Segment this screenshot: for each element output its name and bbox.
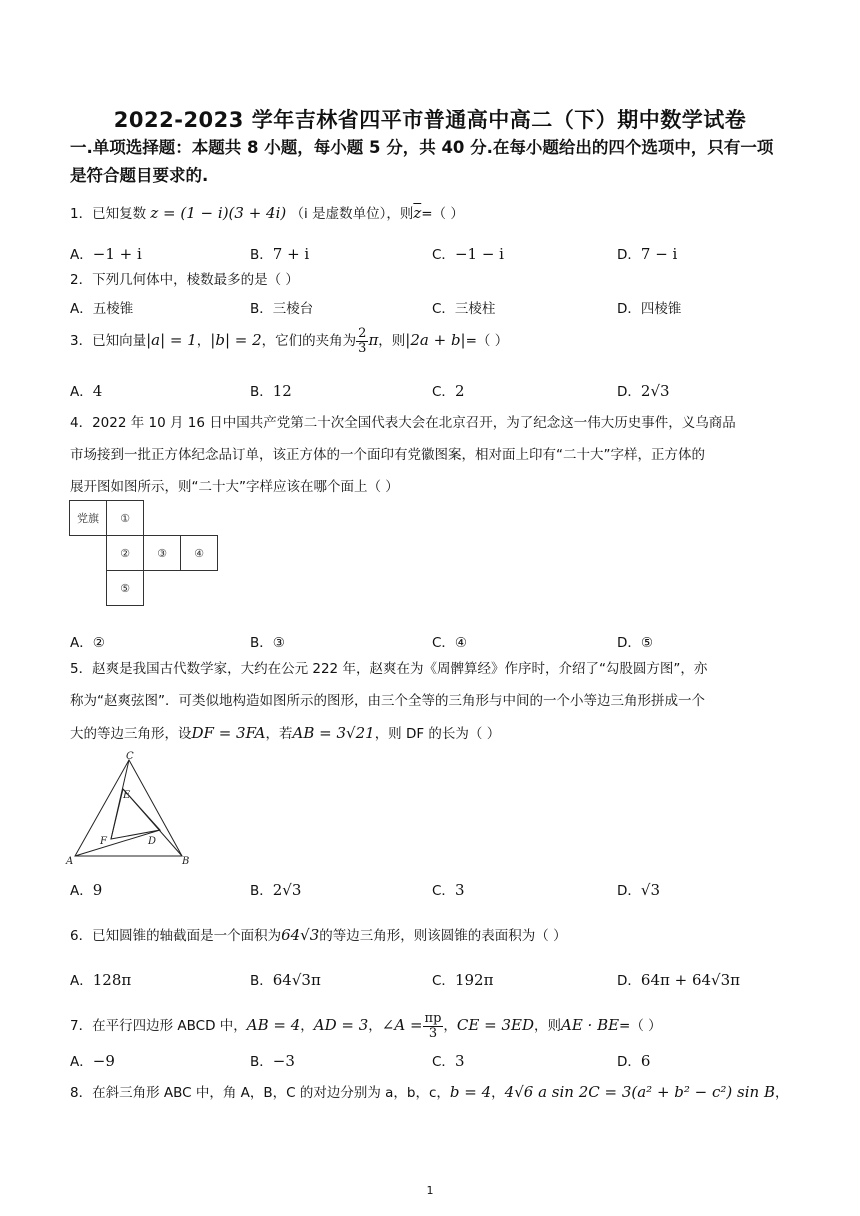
q1-option-c-label: C． — [432, 247, 455, 263]
q7-option-d-label: D． — [617, 1054, 641, 1070]
q6-option-d[interactable] — [617, 969, 740, 989]
q7-option-a[interactable] — [70, 1050, 115, 1070]
question-3: 3．已知向量|a| = 1，|b| = 2，它们的夹角为 $\frac{2}{3}$ π，则|2a + b|=（ ） — [70, 325, 509, 356]
q1-option-b[interactable] — [250, 243, 309, 263]
net-cell-1: ① — [106, 500, 144, 536]
document-title: 2022-2023 学年吉林省四平市普通高中高二（下）期中数学试卷 — [113, 108, 747, 132]
q3-frac-num: 2 — [358, 325, 367, 341]
question-8: 8．在斜三角形 ABC 中，角 A，B，C 的对边分别为 a，b，c，b = 4，4√6 a sin 2C = 3(a² + b² − c²) sin B， — [70, 1083, 789, 1101]
q6-option-b[interactable] — [250, 969, 321, 989]
q4-option-b[interactable]: B．③ — [250, 635, 285, 651]
q8-post: ， — [775, 1085, 789, 1101]
q4-option-d[interactable]: D．⑤ — [617, 635, 653, 651]
q2-option-b[interactable]: B．三棱台 — [250, 301, 314, 317]
q1-option-d[interactable] — [617, 243, 677, 263]
figure-label-a: A — [66, 856, 74, 867]
section-1-heading — [70, 134, 800, 190]
question-2: 2．下列几何体中，棱数最多的是（ ） — [70, 272, 299, 288]
q4-line-2: 市场接到一批正方体纪念品订单，该正方体的一个面印有党徽图案，相对面上印有“二十大”字样，正方体的 — [70, 447, 705, 463]
q1-option-a-value: −1 + i — [92, 245, 142, 263]
q5-line-2: 称为“赵爽弦图”．可类似地构造如图所示的图形，由三个全等的三角形与中间的一个小等边三角形拼成一个 — [70, 693, 705, 709]
q7-ad: AD = 3 — [313, 1016, 369, 1034]
q5-option-c-value: 3 — [454, 881, 465, 899]
q1-option-c-value: −1 − i — [454, 245, 504, 263]
q5-condition-2: AB = 3√21 — [292, 724, 375, 742]
net-cell-party-flag: 党旗 — [69, 500, 107, 536]
q7-ab: AB = 4 — [246, 1016, 301, 1034]
q3-tail: ，则 — [378, 333, 406, 349]
q3-options — [70, 380, 810, 402]
q7-vector-condition: CE = 3ED — [456, 1016, 534, 1034]
q6-option-d-label: D． — [617, 973, 641, 989]
q1-expression: z = (1 − i)(3 + 4i) — [150, 204, 287, 222]
q7-option-b[interactable] — [250, 1050, 295, 1070]
q7-option-a-label: A． — [70, 1054, 93, 1070]
q6-post: 的等边三角形，则该圆锥的表面积为（ ） — [319, 928, 567, 944]
q3-option-a[interactable] — [70, 380, 102, 400]
q3-option-a-label: A． — [70, 384, 93, 400]
q7-option-d-value: 6 — [640, 1052, 651, 1070]
q1-post: =（ ） — [421, 206, 464, 222]
q3-post: =（ ） — [465, 333, 509, 349]
q7-frac-den: 3 — [428, 1025, 438, 1041]
q5-line-3 — [70, 717, 790, 750]
q6-option-d-value: 64π + 64√3π — [640, 971, 741, 989]
q8-pre: 8．在斜三角形 ABC 中，角 A，B，C 的对边分别为 a，b，c， — [70, 1085, 450, 1101]
q1-option-d-value: 7 − i — [640, 245, 678, 263]
q5-line-3-post: ，则 DF 的长为（ ） — [374, 726, 501, 742]
q3-option-a-value: 4 — [92, 382, 103, 400]
q4-option-c[interactable]: C．④ — [432, 635, 468, 651]
figure-label-c: C — [126, 751, 134, 762]
q7-angle-fraction — [423, 1012, 444, 1041]
q2-options — [70, 297, 810, 319]
q4-options — [70, 631, 810, 653]
q7-option-d[interactable] — [617, 1050, 650, 1070]
q5-line-1: 5．赵爽是我国古代数学家，大约在公元 222 年，赵爽在为《周髀算经》作序时，介绍了“勾股圆方图”，亦 — [70, 661, 708, 677]
q5-condition-1: DF = 3FA — [191, 724, 266, 742]
question-7: 7．在平行四边形 ABCD 中，AB = 4，AD = 3，∠A = $\frac{\pi p}{3}$ ，CE = 3ED，则AE · BE=（ ） — [70, 1010, 662, 1041]
q3-angle-fraction — [356, 327, 368, 356]
q6-option-a-value: 128π — [92, 971, 132, 989]
q3-option-b-label: B． — [250, 384, 273, 400]
q6-option-b-value: 64√3π — [272, 971, 321, 989]
q6-option-c[interactable] — [432, 969, 493, 989]
q1-option-a[interactable] — [70, 243, 142, 263]
q5-options — [70, 879, 810, 901]
q7-option-b-value: −3 — [272, 1052, 295, 1070]
q6-pre: 6．已知圆锥的轴截面是一个面积为 — [70, 928, 282, 944]
q7-option-b-label: B． — [250, 1054, 273, 1070]
q3-mid: ，它们的夹角为 — [261, 333, 357, 349]
q5-option-c-label: C． — [432, 883, 455, 899]
q7-pre: 7．在平行四边形 ABCD 中， — [70, 1018, 247, 1034]
q6-option-b-label: B． — [250, 973, 273, 989]
q3-frac-den: 3 — [358, 340, 367, 356]
q1-option-b-label: B． — [250, 247, 273, 263]
q3-option-b[interactable] — [250, 380, 292, 400]
q3-b-condition: |b| = 2 — [210, 331, 262, 349]
question-4 — [70, 407, 790, 503]
q8-expression: 4√6 a sin 2C = 3(a² + b² − c²) sin B — [504, 1083, 776, 1101]
q2-option-a[interactable]: A．五棱锥 — [70, 301, 134, 317]
q7-option-c-label: C． — [432, 1054, 455, 1070]
q7-option-c-value: 3 — [454, 1052, 465, 1070]
question-6 — [70, 925, 800, 946]
net-cell-2: ② — [106, 535, 144, 571]
q6-option-a[interactable] — [70, 969, 131, 989]
q5-option-d[interactable] — [617, 879, 660, 899]
q2-option-c[interactable]: C．三棱柱 — [432, 301, 496, 317]
q7-option-a-value: −9 — [92, 1052, 115, 1070]
q6-option-a-label: A． — [70, 973, 93, 989]
q7-tail: ，则 — [533, 1018, 561, 1034]
page-number: 1 — [426, 1184, 434, 1197]
q1-number: 1． — [70, 206, 93, 222]
q2-option-d[interactable]: D．四棱锥 — [617, 301, 682, 317]
q7-angle: ∠A = — [381, 1016, 423, 1034]
net-cell-3: ③ — [143, 535, 181, 571]
triangle-figure — [60, 748, 210, 870]
q6-option-c-label: C． — [432, 973, 455, 989]
q5-option-a[interactable] — [70, 879, 102, 899]
q3-option-c[interactable] — [432, 380, 464, 400]
q5-option-d-value: √3 — [640, 881, 661, 899]
q4-line-1: 4．2022 年 10 月 16 日中国共产党第二十次全国代表大会在北京召开，为了纪念这一伟大历史事件，义乌商品 — [70, 415, 736, 431]
q3-option-b-value: 12 — [272, 382, 292, 400]
net-cell-4: ④ — [180, 535, 218, 571]
question-1 — [70, 203, 800, 224]
q7-options — [70, 1050, 810, 1072]
q5-line-3-pre: 大的等边三角形，设 — [70, 726, 192, 742]
q3-option-d[interactable] — [617, 380, 670, 400]
q1-options — [70, 243, 810, 265]
q1-mid: （i 是虚数单位），则 — [290, 206, 414, 222]
q5-option-d-label: D． — [617, 883, 641, 899]
q7-ask: AE · BE — [560, 1016, 620, 1034]
figure-label-b: B — [182, 856, 190, 867]
q8-b-value: b = 4 — [449, 1083, 492, 1101]
q5-option-b-value: 2√3 — [272, 881, 302, 899]
q7-post: =（ ） — [619, 1018, 662, 1034]
figure-label-e: E — [123, 790, 131, 801]
q5-line-3-mid: ，若 — [265, 726, 293, 742]
q5-option-a-value: 9 — [92, 881, 103, 899]
q5-option-b[interactable] — [250, 879, 301, 899]
q1-target: $\overline{z}$ — [413, 204, 422, 222]
figure-label-f: F — [100, 836, 107, 847]
q7-frac-num: πp — [424, 1010, 442, 1026]
q5-option-c[interactable] — [432, 879, 464, 899]
q1-option-c[interactable] — [432, 243, 504, 263]
q3-pi: π — [368, 331, 379, 349]
q3-option-c-value: 2 — [454, 382, 465, 400]
q1-option-b-value: 7 + i — [272, 245, 310, 263]
section-1-line-1: 一.单项选择题：本题共 8 小题，每小题 5 分，共 40 分.在每小题给出的四个选项中，只有一项 — [70, 138, 774, 157]
q6-area: 64√3 — [281, 926, 320, 944]
net-cell-5: ⑤ — [106, 570, 144, 606]
q1-option-d-label: D． — [617, 247, 641, 263]
q6-option-c-value: 192π — [454, 971, 494, 989]
q3-a-condition: |a| = 1 — [146, 331, 197, 349]
q3-option-d-value: 2√3 — [640, 382, 670, 400]
q3-option-c-label: C． — [432, 384, 455, 400]
q5-option-a-label: A． — [70, 883, 93, 899]
q6-options — [70, 969, 810, 991]
q7-option-c[interactable] — [432, 1050, 464, 1070]
q3-option-d-label: D． — [617, 384, 641, 400]
q4-line-3: 展开图如图所示，则“二十大”字样应该在哪个面上（ ） — [70, 479, 399, 495]
q4-option-a[interactable]: A．② — [70, 635, 105, 651]
q3-ask: |2a + b| — [405, 331, 466, 349]
q5-option-b-label: B． — [250, 883, 273, 899]
q1-option-a-label: A． — [70, 247, 93, 263]
question-5 — [70, 653, 790, 750]
q3-pre: 3．已知向量 — [70, 333, 147, 349]
q1-pre: 已知复数 — [92, 206, 147, 222]
figure-label-d: D — [148, 836, 157, 847]
section-1-line-2: 是符合题目要求的. — [70, 166, 209, 185]
